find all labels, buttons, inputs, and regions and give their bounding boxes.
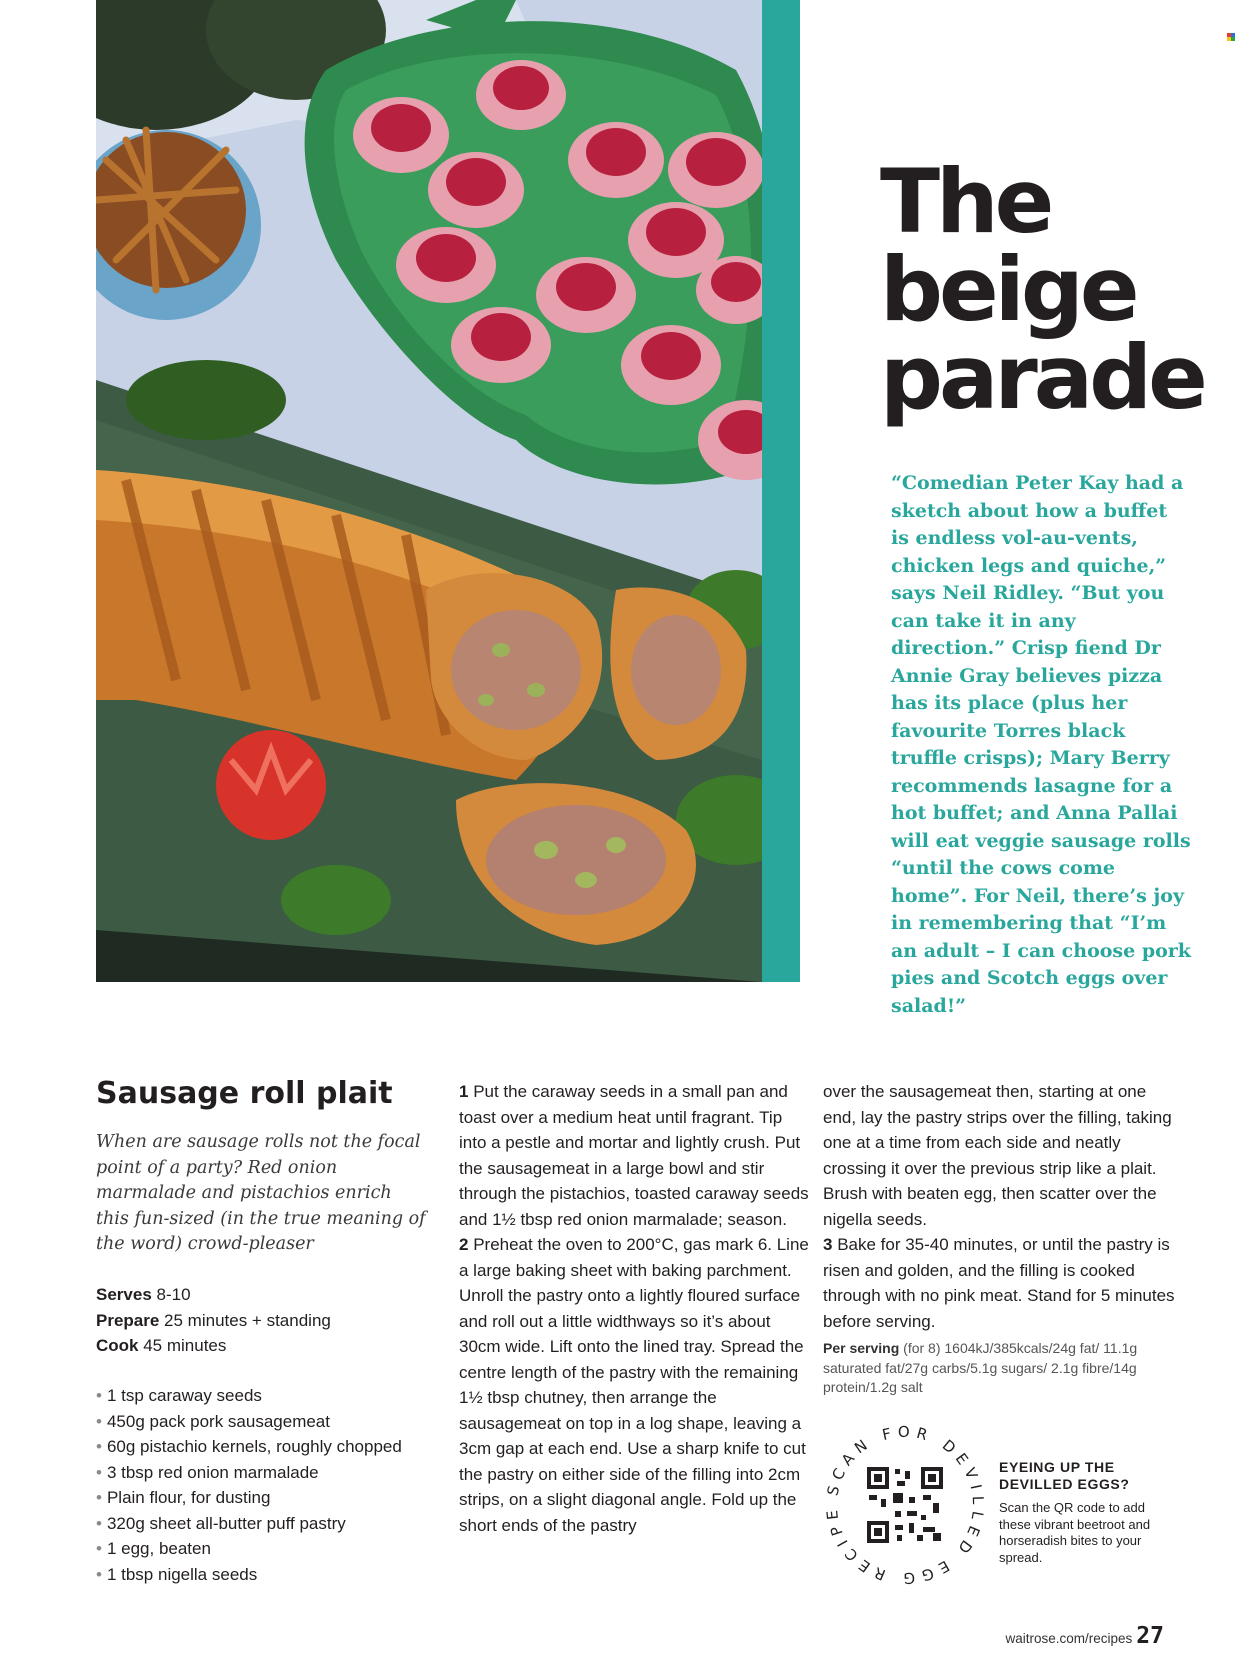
headline-line-2: beige — [880, 238, 1136, 341]
recipe-meta — [96, 1282, 426, 1359]
buffet-food-illustration — [96, 0, 762, 982]
step-text: Preheat the oven to 200°C, gas mark 6. Line a large baking sheet with baking parchment. Unroll the pastry onto a lightly floured surface and roll out a little widthways so it’s about 30cm wide. Lift onto the lined tray. Spread the centre length of the pastry with the remaining 1½ tbsp chutney, then arrange the sausagemeat on top in a log shape, leaving a 3cm gap at each end. Use a sharp knife to cut the pastry on either side of the filling into 2cm strips, on a slight diagonal angle. Fold up the short ends of the pastry — [459, 1235, 809, 1535]
qr-ring-textpath: SCAN FOR DEVILLED EGG RECIPE — [822, 1422, 988, 1588]
serves-line — [96, 1282, 426, 1308]
serves-value: 8-10 — [151, 1285, 191, 1304]
headline-line-3: parade — [880, 326, 1204, 429]
pull-quote: “Comedian Peter Kay had a sketch about how a buffet is endless vol-au-vents, chicken legs and quiche,” says Neil Ridley. “But you can take it in any direction.” Crisp fiend Dr Annie Gray believes pizza has its place (plus her favourite Torres black truffle crisps); Mary Berry recommends lasagne for a hot buffet; and Anna Pallai will eat veggie sausage rolls “until the cows come home”. For Neil, there’s joy in remembering that “I’m an adult – I can choose pork pies and Scotch eggs over salad!” — [891, 472, 1191, 1017]
qr-heading-line-1: EYEING UP THE — [999, 1459, 1115, 1475]
footer-url-link[interactable]: waitrose.com/recipes — [1005, 1631, 1133, 1646]
qr-code-badge[interactable] — [815, 1415, 995, 1595]
ingredient-item: • 1 egg, beaten — [96, 1536, 441, 1562]
page-headline — [880, 150, 1210, 429]
accent-bar — [762, 0, 800, 982]
step-number: 1 — [459, 1082, 469, 1101]
method-column-1 — [459, 1079, 811, 1538]
step-text: Bake for 35-40 minutes, or until the pastry is risen and golden, and the filling is cooked through with no pink meat. Stand for 5 minutes before serving. — [823, 1235, 1175, 1331]
prepare-value: 25 minutes + standing — [159, 1310, 331, 1330]
nutrition-info — [823, 1339, 1168, 1398]
headline-line-1: The — [880, 150, 1051, 253]
qr-description: Scan the QR code to add these vibrant beetroot and horseradish bites to your spread. — [999, 1500, 1151, 1565]
method-step-2 — [459, 1232, 811, 1538]
ingredient-item: • 320g sheet all-butter puff pastry — [96, 1511, 441, 1537]
method-column-2 — [823, 1079, 1175, 1334]
prepare-label: Prepare — [96, 1310, 160, 1330]
ingredient-item: • Plain flour, for dusting — [96, 1485, 441, 1511]
step-number: 3 — [823, 1235, 833, 1254]
color-registration-mark — [1227, 33, 1235, 41]
page-number: 27 — [1136, 1623, 1164, 1649]
cook-line — [96, 1333, 426, 1359]
cook-label: Cook — [96, 1336, 139, 1355]
prepare-line — [96, 1308, 426, 1334]
serves-label: Serves — [96, 1285, 152, 1304]
step-number: 2 — [459, 1235, 469, 1254]
recipe-title: Sausage roll plait — [96, 1076, 393, 1111]
method-step-3 — [823, 1232, 1175, 1334]
ingredient-item: • 450g pack pork sausagemeat — [96, 1409, 441, 1435]
qr-heading-line-2: DEVILLED EGGS? — [999, 1476, 1130, 1492]
nutrition-label: Per serving — [823, 1340, 900, 1356]
method-step-1 — [459, 1079, 811, 1232]
step-text: Put the caraway seeds in a small pan and toast over a medium heat until fragrant. Tip into a pestle and mortar and lightly crush. Put the sausagemeat in a large bowl and stir through the pistachios, toasted caraway seeds and 1½ tbsp red onion marmalade; season. — [459, 1082, 809, 1229]
ingredient-item: • 1 tsp caraway seeds — [96, 1383, 441, 1409]
recipe-intro: When are sausage rolls not the focal point of a party? Red onion marmalade and pistachios enrich this fun-sized (in the true meaning of the word) crowd-pleaser — [96, 1132, 426, 1254]
cook-value: 45 minutes — [138, 1336, 227, 1355]
hero-photo — [96, 0, 762, 982]
nutrition-text: (for 8) 1604kJ/385kcals/24g fat/ 11.1g saturated fat/27g carbs/5.1g sugars/ 2.1g fibre/14g protein/1.2g salt — [823, 1340, 1138, 1395]
ingredient-item: • 60g pistachio kernels, roughly chopped — [96, 1434, 441, 1460]
ingredient-item: • 3 tbsp red onion marmalade — [96, 1460, 441, 1486]
qr-heading — [999, 1459, 1179, 1493]
ingredients-list — [96, 1383, 441, 1587]
method-step-2-continued: over the sausagemeat then, starting at one end, lay the pastry strips over the filling, taking one at a time from each side and neatly crossing it over the previous strip like a plait. Brush with beaten egg, then scatter over the nigella seeds. — [823, 1082, 1172, 1229]
ingredient-item: • 1 tbsp nigella seeds — [96, 1562, 441, 1588]
qr-code-icon — [867, 1467, 943, 1543]
page-footer — [1006, 1623, 1165, 1649]
